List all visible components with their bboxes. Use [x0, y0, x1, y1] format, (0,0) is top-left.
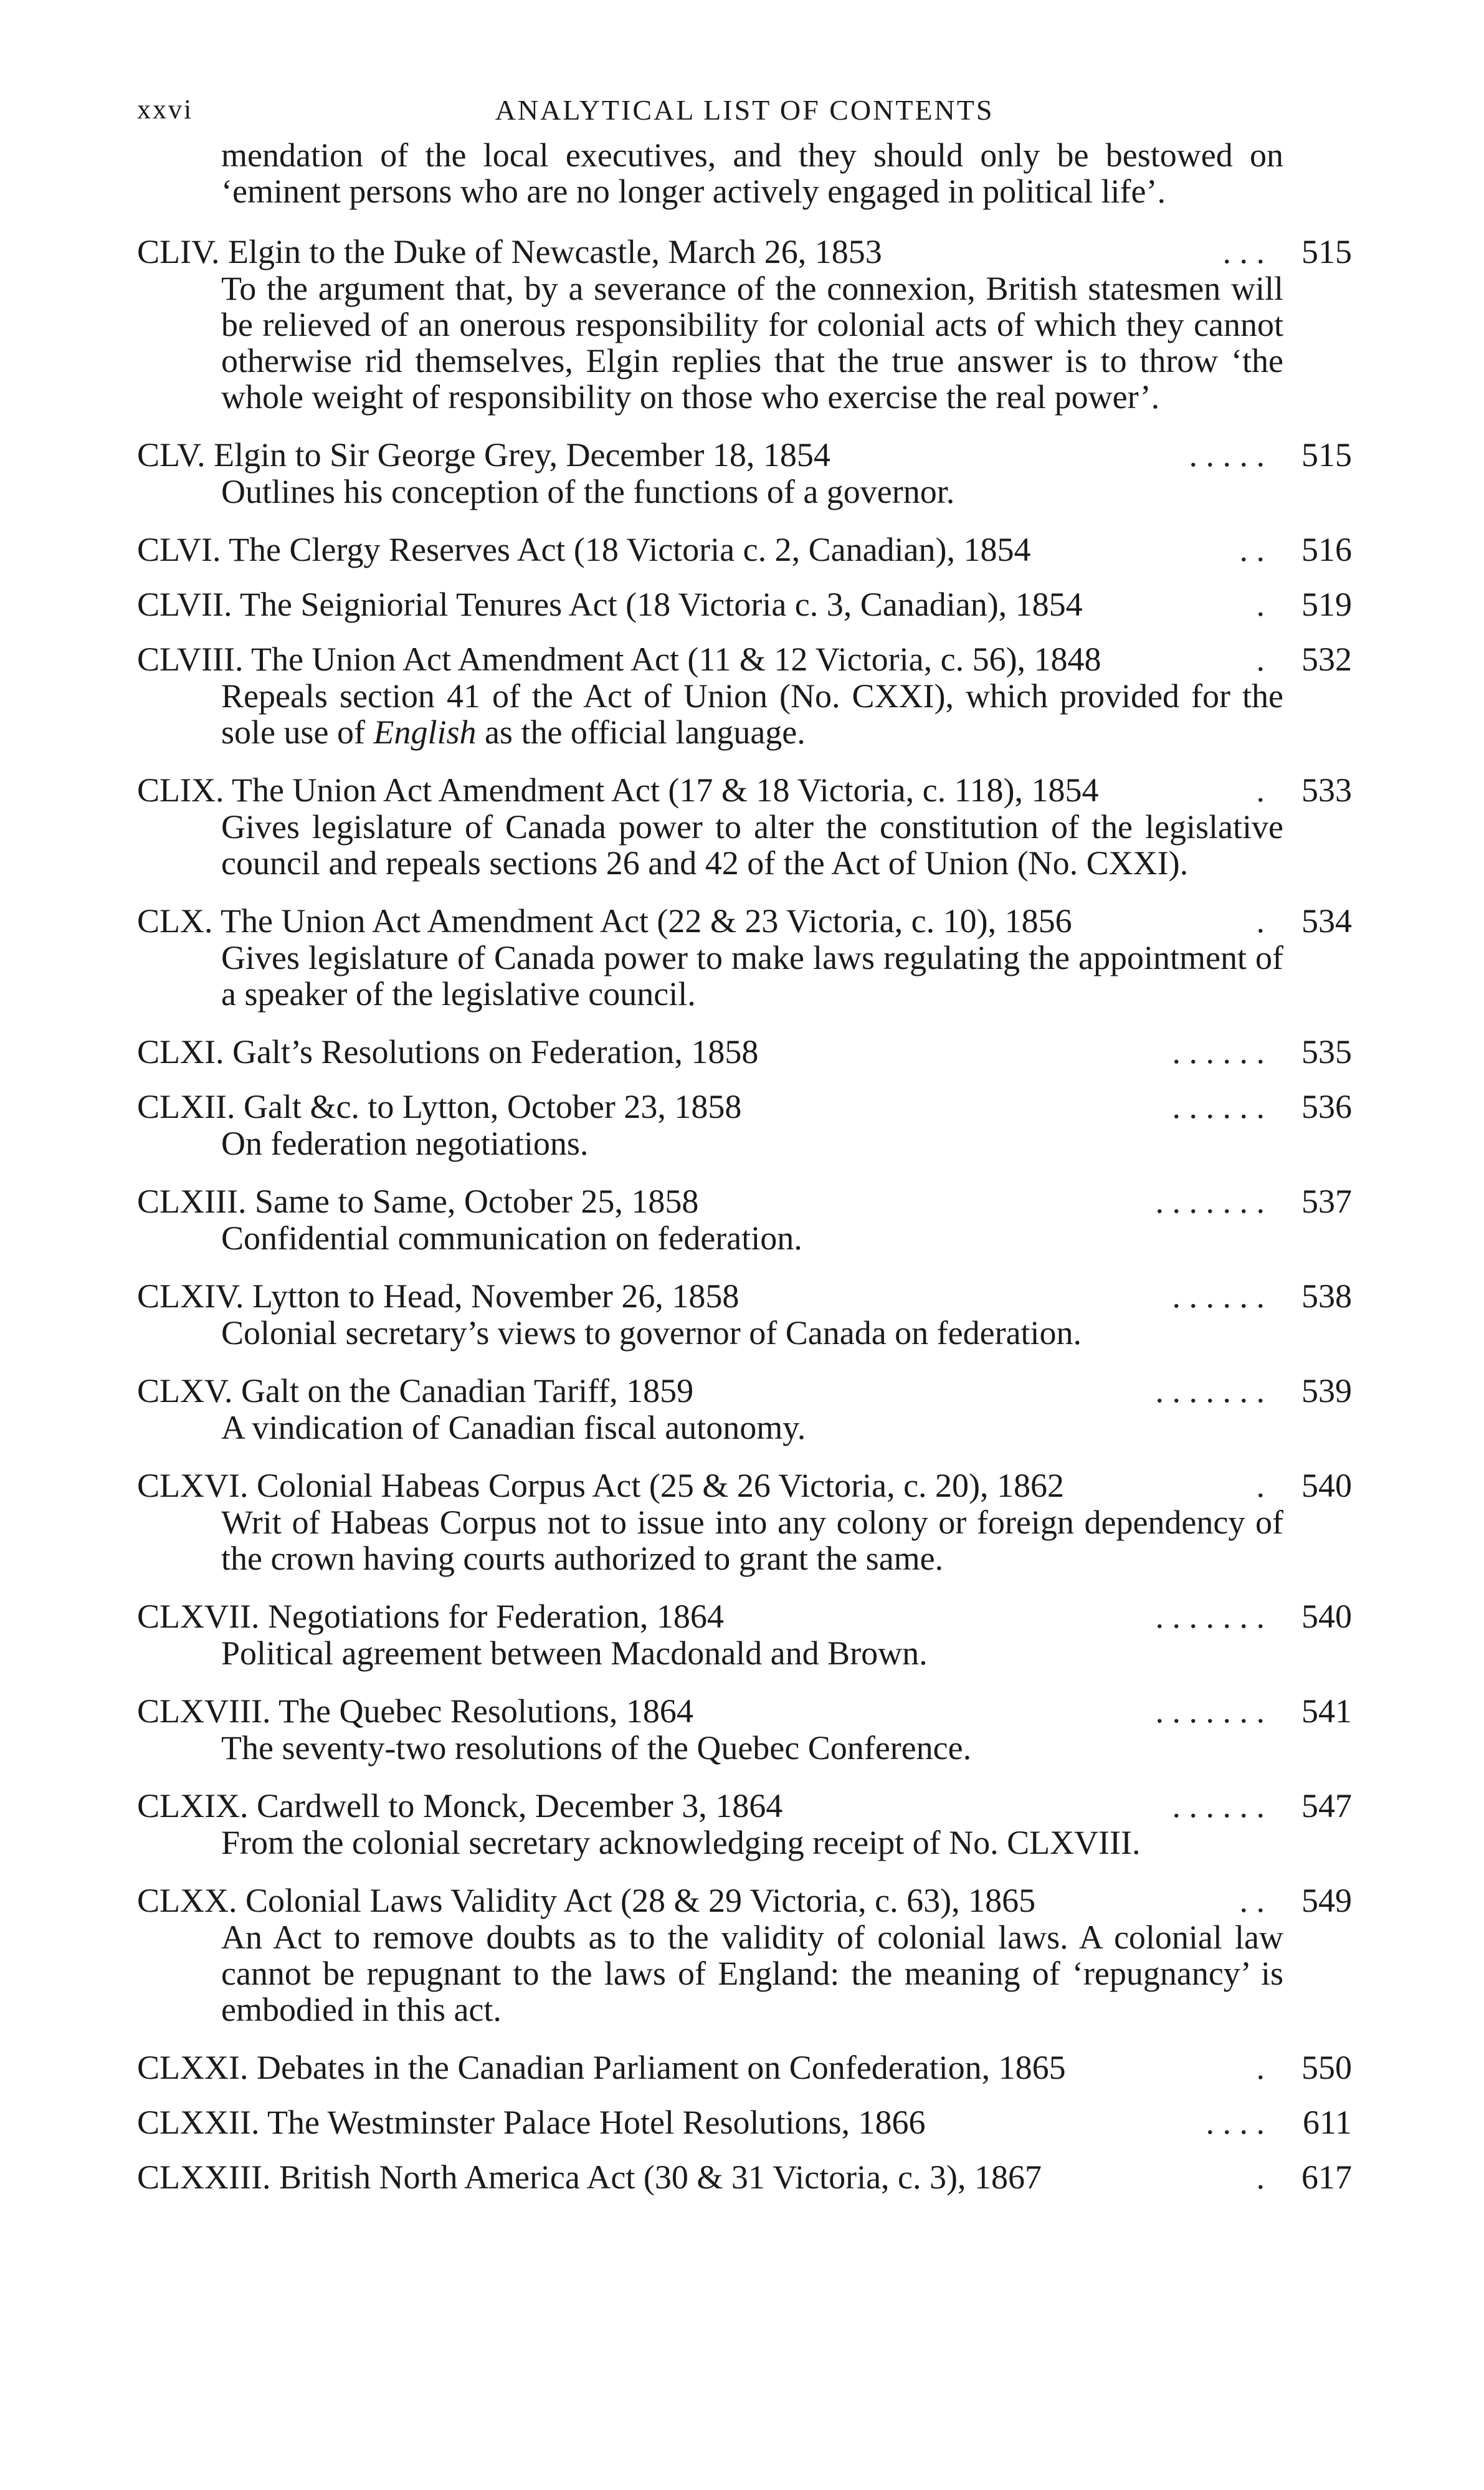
- entry-heading: CLIV. Elgin to the Duke of Newcastle, March 26, 1853: [137, 233, 882, 270]
- toc-entry: [137, 2049, 1352, 2086]
- dot-leader: . . . . . .: [1172, 1787, 1265, 1825]
- entry-page-number: 540: [1301, 1598, 1352, 1635]
- entry-page-number: 516: [1301, 531, 1352, 568]
- toc-entry: [137, 1598, 1352, 1671]
- entry-description: Gives legislature of Canada power to alter the constitution of the legislative council and repeals sections 26 and 42 of the Act of Union (No. CXXI).: [221, 808, 1283, 882]
- entry-description: A vindication of Canadian fiscal autonomy.: [221, 1409, 806, 1446]
- entry-heading: CLXIII. Same to Same, October 25, 1858: [137, 1183, 699, 1220]
- toc-entry: [137, 1787, 1352, 1861]
- dot-leader: . . . . . . .: [1155, 1183, 1265, 1220]
- continuation-text: mendation of the local executives, and they should only be bestowed on ‘eminent persons who are no longer actively engaged in political life’.: [221, 136, 1283, 210]
- entry-description: Political agreement between Macdonald and Brown.: [221, 1634, 928, 1672]
- dot-leader: . . . . .: [1189, 436, 1265, 474]
- entry-description: The seventy-two resolutions of the Quebec Conference.: [221, 1729, 972, 1767]
- entry-heading: CLXIX. Cardwell to Monck, December 3, 1864: [137, 1787, 783, 1825]
- toc-entry: [137, 771, 1352, 881]
- entry-description: Outlines his conception of the functions of a governor.: [221, 473, 955, 510]
- dot-leader: . . . . . . .: [1155, 1692, 1265, 1730]
- entry-page-number: 617: [1301, 2158, 1352, 2196]
- entry-page-number: 515: [1301, 436, 1352, 474]
- entry-heading: CLXVI. Colonial Habeas Corpus Act (25 & 26 Victoria, c. 20), 1862: [137, 1467, 1065, 1504]
- entry-page-number: 532: [1301, 641, 1352, 678]
- entry-page-number: 519: [1301, 586, 1352, 623]
- dot-leader: .: [1256, 2049, 1265, 2086]
- page-number: xxvi: [137, 94, 194, 125]
- entry-page-number: 611: [1303, 2104, 1352, 2141]
- document-page: [137, 93, 1352, 2196]
- entry-page-number: 536: [1301, 1088, 1352, 1125]
- entry-page-number: 550: [1301, 2049, 1352, 2086]
- toc-entry: [137, 902, 1352, 1012]
- entry-page-number: 540: [1301, 1467, 1352, 1504]
- toc-entry: [137, 1033, 1352, 1071]
- entry-page-number: 541: [1301, 1692, 1352, 1730]
- dot-leader: .: [1256, 902, 1265, 940]
- dot-leader: .: [1256, 1467, 1265, 1504]
- entry-heading: CLXIV. Lytton to Head, November 26, 1858: [137, 1277, 740, 1315]
- dot-leader: . . . .: [1206, 2104, 1265, 2141]
- entry-heading: CLXXIII. British North America Act (30 & 31 Victoria, c. 3), 1867: [137, 2158, 1042, 2196]
- entry-heading: CLXVII. Negotiations for Federation, 1864: [137, 1598, 724, 1635]
- entry-page-number: 515: [1301, 233, 1352, 270]
- entry-page-number: 537: [1301, 1183, 1352, 1220]
- dot-leader: . .: [1239, 531, 1265, 568]
- toc-entry: [137, 1183, 1352, 1256]
- entry-heading: CLVIII. The Union Act Amendment Act (11 & 12 Victoria, c. 56), 1848: [137, 641, 1101, 678]
- toc-entry: [137, 1692, 1352, 1766]
- entry-page-number: 534: [1301, 902, 1352, 940]
- entry-description: An Act to remove doubts as to the validity of colonial laws. A colonial law cannot be repugnant to the laws of England: the meaning of ‘repugnancy’ is embodied in this act.: [221, 1919, 1283, 2028]
- entry-description: Writ of Habeas Corpus not to issue into any colony or foreign dependency of the crown having courts authorized to grant the same.: [221, 1504, 1283, 1577]
- entry-description: Repeals section 41 of the Act of Union (No. CXXI), which provided for the sole use of English as the official language.: [221, 677, 1283, 751]
- running-title: ANALYTICAL LIST OF CONTENTS: [495, 94, 994, 126]
- toc-entry: [137, 1088, 1352, 1162]
- toc-entry: [137, 436, 1352, 510]
- running-header: [137, 93, 1352, 137]
- toc-entry: [137, 531, 1352, 568]
- entry-heading: CLXXI. Debates in the Canadian Parliament on Confederation, 1865: [137, 2049, 1066, 2086]
- entry-heading: CLXII. Galt &c. to Lytton, October 23, 1858: [137, 1088, 742, 1125]
- entry-description: From the colonial secretary acknowledging receipt of No. CLXVIII.: [221, 1824, 1141, 1861]
- dot-leader: .: [1256, 641, 1265, 678]
- dot-leader: . . . . . .: [1172, 1033, 1265, 1071]
- toc-entry: [137, 2158, 1352, 2196]
- entry-page-number: 539: [1301, 1372, 1352, 1410]
- entry-description: Gives legislature of Canada power to make laws regulating the appointment of a speaker of the legislative council.: [221, 939, 1283, 1013]
- dot-leader: . . . . . . .: [1155, 1598, 1265, 1635]
- entry-page-number: 549: [1301, 1882, 1352, 1919]
- dot-leader: . .: [1239, 1882, 1265, 1919]
- entry-page-number: 547: [1301, 1787, 1352, 1825]
- entry-page-number: 533: [1301, 771, 1352, 809]
- entry-heading: CLXV. Galt on the Canadian Tariff, 1859: [137, 1372, 694, 1410]
- dot-leader: . . .: [1222, 233, 1265, 270]
- toc-entry: [137, 641, 1352, 750]
- entry-heading: CLVI. The Clergy Reserves Act (18 Victoria c. 2, Canadian), 1854: [137, 531, 1031, 568]
- entry-description: Colonial secretary’s views to governor of Canada on federation.: [221, 1314, 1082, 1352]
- dot-leader: . . . . . .: [1172, 1088, 1265, 1125]
- toc-entry: [137, 1372, 1352, 1446]
- entry-heading: CLIX. The Union Act Amendment Act (17 & 18 Victoria, c. 118), 1854: [137, 771, 1099, 809]
- entry-page-number: 538: [1301, 1277, 1352, 1315]
- toc-entry: [137, 2104, 1352, 2141]
- entry-description: To the argument that, by a severance of the connexion, British statesmen will be relieved of an onerous responsibility for colonial acts of which they cannot otherwise rid themselves, Elgin replies that the true answer is to throw ‘the whole weight of responsibility on those who exercise the real power’.: [221, 270, 1283, 416]
- dot-leader: . . . . . .: [1172, 1277, 1265, 1315]
- toc-entry: [137, 1277, 1352, 1351]
- entry-heading: CLVII. The Seigniorial Tenures Act (18 Victoria c. 3, Canadian), 1854: [137, 586, 1083, 623]
- toc-entry: [137, 1882, 1352, 2028]
- toc-entry: [137, 586, 1352, 623]
- entry-heading: CLXXII. The Westminster Palace Hotel Resolutions, 1866: [137, 2104, 926, 2141]
- toc-entry: [137, 233, 1352, 415]
- dot-leader: .: [1256, 586, 1265, 623]
- toc-entry: [137, 1467, 1352, 1577]
- entry-heading: CLXX. Colonial Laws Validity Act (28 & 29 Victoria, c. 63), 1865: [137, 1882, 1036, 1919]
- dot-leader: .: [1256, 771, 1265, 809]
- entry-description: On federation negotiations.: [221, 1125, 589, 1162]
- italic-word: English: [373, 713, 477, 751]
- entry-heading: CLXI. Galt’s Resolutions on Federation, 1858: [137, 1033, 759, 1071]
- dot-leader: . . . . . . .: [1155, 1372, 1265, 1410]
- entry-page-number: 535: [1301, 1033, 1352, 1071]
- dot-leader: .: [1256, 2158, 1265, 2196]
- entry-heading: CLXVIII. The Quebec Resolutions, 1864: [137, 1692, 693, 1730]
- entry-heading: CLV. Elgin to Sir George Grey, December 18, 1854: [137, 436, 830, 474]
- entry-heading: CLX. The Union Act Amendment Act (22 & 23 Victoria, c. 10), 1856: [137, 902, 1072, 940]
- entry-description: Confidential communication on federation.: [221, 1219, 802, 1257]
